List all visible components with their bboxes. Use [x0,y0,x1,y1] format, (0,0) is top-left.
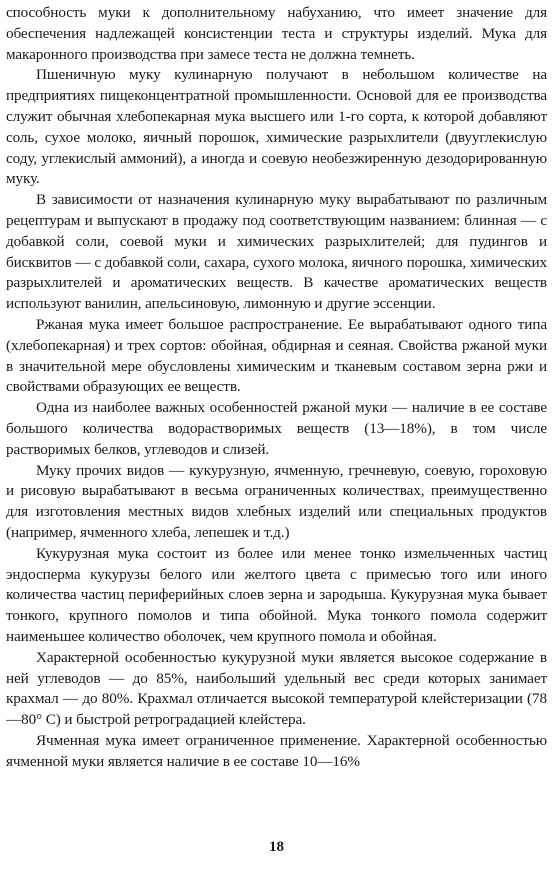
paragraph-corn-features: Характерной особенностью кукурузной муки является высокое содержание в ней углеводов — до 85%, наибольший удельный вес среди которых занимает крахмал — до 80%. Крахмал отличается высокой температурой клейстеризации (78—80° С) и быстрой ретроградацией клейстера. [6,648,547,729]
paragraph-culinary-recipes: В зависимости от назначения кулинарную муку вырабатывают по различным рецептурам и выпускают в продажу под соответствующим названием: блинная — с добавкой соли, соевой муки и химических разрыхлителей; для пудингов и бисквитов — с добавкой соли, сахара, сухого молока, яичного порошка, химических разрыхлителей и ароматических веществ. В качестве ароматических веществ используют ванилин, апельсиновую, лимонную и другие эссенции. [6,191,547,313]
paragraph-rye-flour: Ржаная мука имеет большое распространение. Ее вырабатывают одного типа (хлебопекарная) и трех сортов: обойная, обдирная и сеяная. Свойства ржаной муки в значительной мере обусловлены химическим и тканевым составом зерна ржи и свойствами образующих ее веществ. [6,315,547,396]
body-text [6,3,547,772]
page-number: 18 [269,839,284,855]
paragraph-culinary-flour: Пшеничную муку кулинарную получают в небольшом количестве на предприятиях пищеконцентратной промышленности. Основой для ее производства служит обычная хлебопекарная мука высшего или 1-го сорта, к которой добавляют соль, сухое молоко, яичный порошок, химические разрыхлители (двууглекислую соду, углекислый аммоний), а иногда и соевую необезжиренную дезодорированную муку. [6,66,547,188]
paragraph-continued: способность муки к дополнительному набуханию, что имеет значение для обеспечения надлежащей консистенции теста и структуры изделий. Мука для макаронного производства при замесе теста не должна темнеть. [6,4,547,63]
paragraph-barley-flour: Ячменная мука имеет ограниченное применение. Характерной особенностью ячменной муки является наличие в ее составе 10—16% [6,731,547,770]
paragraph-rye-features: Одна из наиболее важных особенностей ржаной муки — наличие в ее составе большого количества водорастворимых веществ (13—18%), в том числе растворимых белков, углеводов и слизей. [6,399,547,458]
paragraph-corn-flour: Кукурузная мука состоит из более или менее тонко измельченных частиц эндосперма кукурузы белого или желтого цвета с примесью того или иного количества частиц периферийных слоев зерна и зародыша. Кукурузная мука бывает тонкого, крупного помолов и типа обойной. Мука тонкого помола содержит наименьшее количество оболочек, чем крупного помола и обойная. [6,544,547,645]
paragraph-other-flours: Муку прочих видов — кукурузную, ячменную, гречневую, соевую, гороховую и рисовую вырабатывают в весьма ограниченных количествах, преимущественно для изготовления местных видов хлебных изделий или специальных продуктов (например, ячменного хлеба, лепешек и т.д.) [6,461,547,541]
